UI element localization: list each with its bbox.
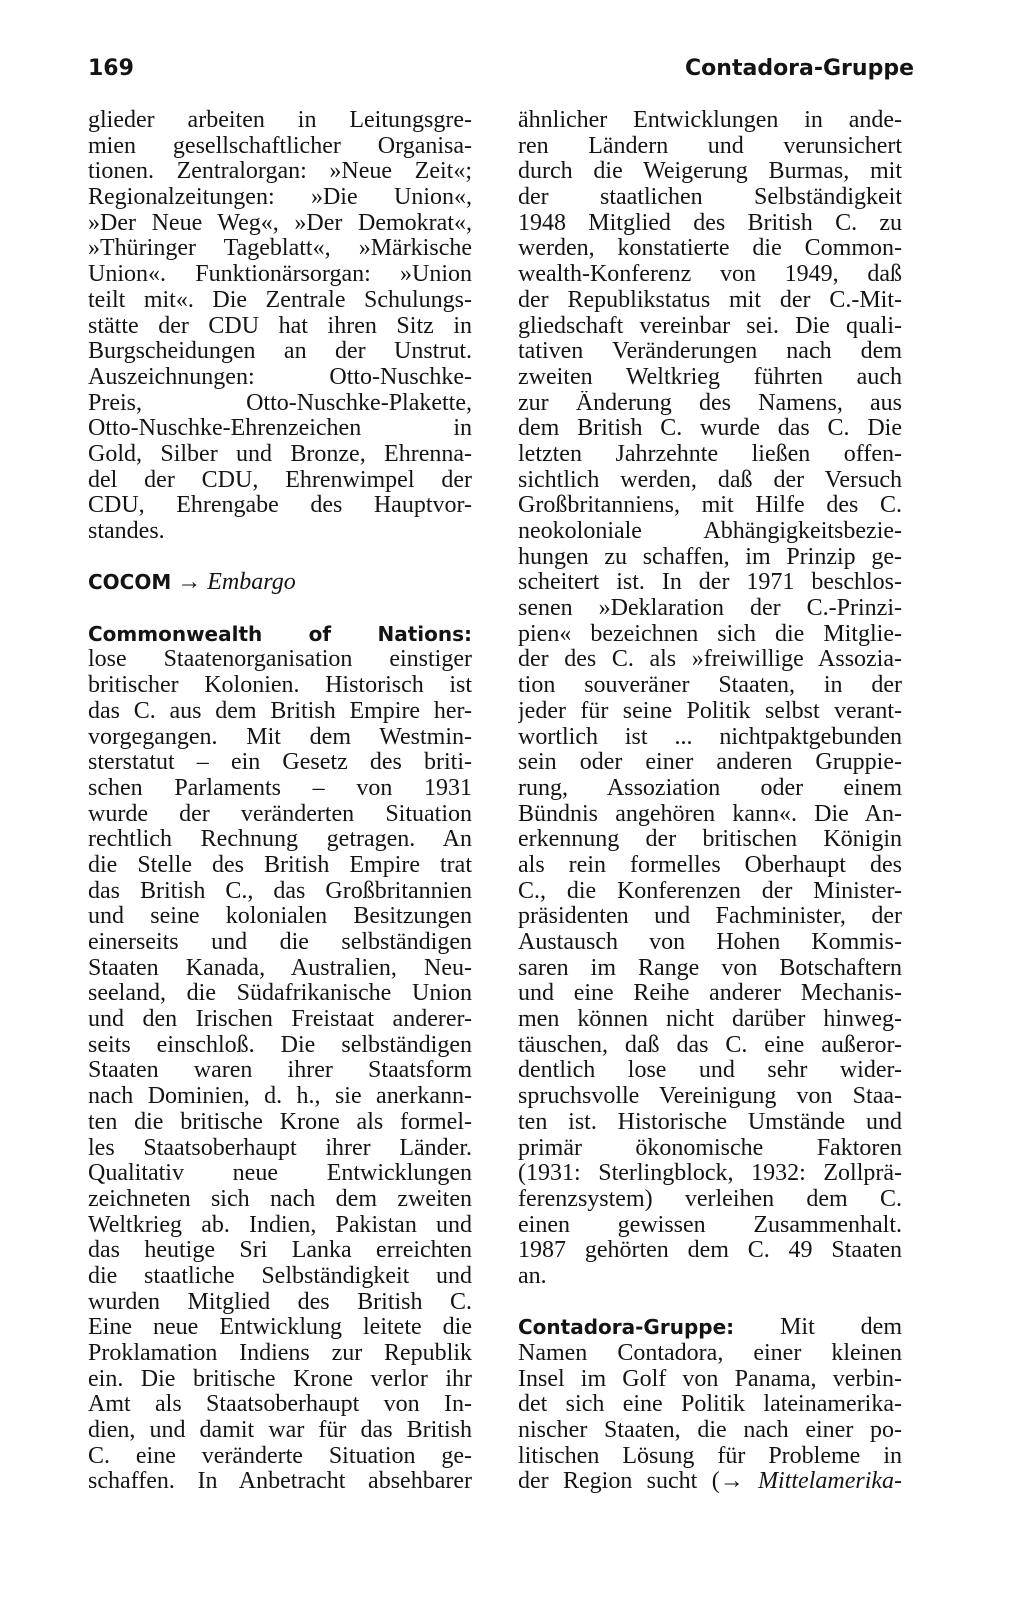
text-line: täuschen, daß das C. eine außeror- xyxy=(518,1032,902,1058)
page-number: 169 xyxy=(88,56,134,81)
text-line: rechtlich Rechnung getragen. An xyxy=(88,827,472,853)
text-line: ten die britische Krone als formel- xyxy=(88,1109,472,1135)
text-line: wealth-Konferenz von 1949, daß xyxy=(518,262,902,288)
text-line: (1931: Sterlingblock, 1932: Zollprä- xyxy=(518,1161,902,1187)
text-line: det sich eine Politik lateinamerika- xyxy=(518,1392,902,1418)
cross-reference-arrow: → xyxy=(719,1469,744,1495)
text-line: sichtlich werden, daß der Versuch xyxy=(518,467,902,493)
text-line: CDU, Ehrengabe des Hauptvor- xyxy=(88,493,472,519)
text-line: Eine neue Entwicklung leitete die xyxy=(88,1315,472,1341)
heading-line-rest: Mit dem xyxy=(734,1315,902,1341)
text-line: Namen Contadora, einer kleinen xyxy=(518,1341,902,1366)
text-line: und seine kolonialen Besitzungen xyxy=(88,904,472,930)
text-line: einerseits und die selbständigen xyxy=(88,930,472,955)
text-line: tion souveräner Staaten, in der xyxy=(518,673,902,699)
entry-term: Commonwealth of Nations: xyxy=(88,621,472,646)
text-line: mien gesellschaftlicher Organisa- xyxy=(88,133,472,159)
text-line: erkennung der britischen Königin xyxy=(518,827,902,853)
text-line: Austausch von Hohen Kommis- xyxy=(518,930,902,955)
text-line: Staaten Kanada, Australien, Neu- xyxy=(88,955,472,981)
text-line: C. eine veränderte Situation ge- xyxy=(88,1443,472,1469)
text-line: einen gewissen Zusammenhalt. xyxy=(518,1212,902,1238)
text-line: ein. Die britische Krone verlor ihr xyxy=(88,1366,472,1392)
text-line: zeichneten sich nach dem zweiten xyxy=(88,1186,472,1212)
right-column xyxy=(518,108,902,1495)
text-line: tionen. Zentralorgan: »Neue Zeit«; xyxy=(88,159,472,185)
cross-reference-link[interactable]: Embargo xyxy=(207,570,296,596)
text-line: zweiten Weltkrieg führten auch xyxy=(518,364,902,390)
text-line: Bündnis angehören kann«. Die An- xyxy=(518,801,902,827)
text-line: tativen Veränderungen nach dem xyxy=(518,339,902,365)
text-line: Proklamation Indiens zur Republik xyxy=(88,1341,472,1366)
text-line: Insel im Golf von Panama, verbin- xyxy=(518,1366,902,1392)
running-title: Contadora-Gruppe xyxy=(685,56,914,81)
text-line: letzten Jahrzehnte ließen offen- xyxy=(518,441,902,467)
text-line: pien« bezeichnen sich die Mitglie- xyxy=(518,621,902,647)
text-line: und den Irischen Freistaat anderer- xyxy=(88,1007,472,1033)
text-line: wortlich ist ... nichtpaktgebunden xyxy=(518,724,902,750)
text-line: durch die Weigerung Burmas, mit xyxy=(518,159,902,185)
text-line: ten ist. Historische Umstände und xyxy=(518,1109,902,1135)
text-line: men können nicht darüber hinweg- xyxy=(518,1007,902,1033)
text-line: werden, konstatierte die Common- xyxy=(518,236,902,262)
cross-reference-arrow: → xyxy=(177,570,202,596)
left-column xyxy=(88,108,472,1495)
text-line: senen »Deklaration der C.-Prinzi- xyxy=(518,596,902,622)
text-line: der des C. als »freiwillige Assozia- xyxy=(518,647,902,673)
text-line: sein oder einer anderen Gruppie- xyxy=(518,750,902,776)
text-line: vorgegangen. Mit dem Westmin- xyxy=(88,724,472,750)
text-line: und eine Reihe anderer Mechanis- xyxy=(518,981,902,1007)
text-line: Qualitativ neue Entwicklungen xyxy=(88,1161,472,1187)
cdu-entry-continuation xyxy=(88,108,472,545)
text-line: nach Dominien, d. h., sie anerkann- xyxy=(88,1084,472,1110)
text-line: schaffen. In Anbetracht absehbarer xyxy=(88,1469,472,1495)
text-line: hungen zu schaffen, im Prinzip ge- xyxy=(518,544,902,570)
text-line: Weltkrieg ab. Indien, Pakistan und xyxy=(88,1212,472,1238)
text-line: Preis, Otto-Nuschke-Plakette, xyxy=(88,390,472,416)
text-line: neokoloniale Abhängigkeitsbezie- xyxy=(518,519,902,544)
cross-reference-link[interactable]: Mittelamerika- xyxy=(758,1469,902,1495)
text-line: Otto-Nuschke-Ehrenzeichen in xyxy=(88,416,472,442)
text-line: seits einschloß. Die selbständigen xyxy=(88,1032,472,1058)
text-line: C., die Konferenzen der Minister- xyxy=(518,878,902,904)
text-line: litischen Lösung für Probleme in xyxy=(518,1443,902,1469)
text-line: lose Staatenorganisation einstiger xyxy=(88,647,472,673)
text-line: standes. xyxy=(88,519,165,544)
text-line: »Der Neue Weg«, »Der Demokrat«, xyxy=(88,210,472,236)
text-line: sterstatut – ein Gesetz des briti- xyxy=(88,750,472,776)
text-line: zur Änderung des Namens, aus xyxy=(518,390,902,416)
text-line: die Stelle des British Empire trat xyxy=(88,852,472,878)
text-line: »Thüringer Tageblatt«, »Märkische xyxy=(88,236,472,262)
text-line: Union«. Funktionärsorgan: »Union xyxy=(88,262,472,288)
text-line: gliedschaft vereinbar sei. Die quali- xyxy=(518,313,902,339)
text-line: primär ökonomische Faktoren xyxy=(518,1135,902,1161)
text-line: Auszeichnungen: Otto-Nuschke- xyxy=(88,364,472,390)
text-line: scheitert ist. In der 1971 beschlos- xyxy=(518,570,902,596)
text-line: präsidenten und Fachminister, der xyxy=(518,904,902,930)
text-line: als rein formelles Oberhaupt des xyxy=(518,852,902,878)
commonwealth-entry xyxy=(88,622,472,1495)
text-line: del der CDU, Ehrenwimpel der xyxy=(88,467,472,493)
text-line: schen Parlaments – von 1931 xyxy=(88,775,472,801)
text-line: das C. aus dem British Empire her- xyxy=(88,698,472,724)
text-line: der staatlichen Selbständigkeit xyxy=(518,185,902,211)
text-line: rung, Assoziation oder einem xyxy=(518,775,902,801)
text-line: die staatliche Selbständigkeit und xyxy=(88,1263,472,1289)
text-line: seeland, die Südafrikanische Union xyxy=(88,981,472,1007)
text-line: saren im Range von Botschaftern xyxy=(518,955,902,981)
text-line: teilt mit«. Die Zentrale Schulungs- xyxy=(88,287,472,313)
text-line: wurde der veränderten Situation xyxy=(88,801,472,827)
entry-term: Contadora-Gruppe: xyxy=(518,1315,735,1340)
cocom-entry xyxy=(88,570,472,596)
text-line: stätte der CDU hat ihren Sitz in xyxy=(88,313,472,339)
text-line: Regionalzeitungen: »Die Union«, xyxy=(88,185,472,211)
text-line: dentlich lose und sehr wider- xyxy=(518,1058,902,1084)
text-line: wurden Mitglied des British C. xyxy=(88,1289,472,1315)
text-line: dem British C. wurde das C. Die xyxy=(518,416,902,442)
entry-heading-line xyxy=(88,622,472,648)
text-line: Amt als Staatsoberhaupt von In- xyxy=(88,1392,472,1418)
line-text: der Region sucht ( xyxy=(518,1469,720,1495)
text-line: Großbritanniens, mit Hilfe des C. xyxy=(518,493,902,519)
text-line: das British C., das Großbritannien xyxy=(88,878,472,904)
text-line: Staaten waren ihrer Staatsform xyxy=(88,1058,472,1084)
text-line: glieder arbeiten in Leitungsgre- xyxy=(88,108,472,133)
text-line: 1987 gehörten dem C. 49 Staaten xyxy=(518,1238,902,1264)
text-line: les Staatsoberhaupt ihrer Länder. xyxy=(88,1135,472,1161)
commonwealth-entry-continuation xyxy=(518,108,902,1290)
contadora-entry xyxy=(518,1315,902,1495)
entry-heading-line xyxy=(518,1315,902,1341)
text-line: das heutige Sri Lanka erreichten xyxy=(88,1238,472,1264)
text-line: Burgscheidungen an der Unstrut. xyxy=(88,339,472,365)
text-line: ferenzsystem) verleihen dem C. xyxy=(518,1186,902,1212)
text-line: spruchsvolle Vereinigung von Staa- xyxy=(518,1084,902,1110)
entry-term: COCOM xyxy=(88,570,172,595)
text-line: an. xyxy=(518,1263,547,1289)
text-line: der Republikstatus mit der C.-Mit- xyxy=(518,287,902,313)
text-line: britischer Kolonien. Historisch ist xyxy=(88,673,472,699)
text-line: Gold, Silber und Bronze, Ehrenna- xyxy=(88,441,472,467)
text-line: 1948 Mitglied des British C. zu xyxy=(518,210,902,236)
text-line xyxy=(518,1469,902,1495)
text-line: dien, und damit war für das British xyxy=(88,1418,472,1444)
text-line: nischer Staaten, die nach einer po- xyxy=(518,1418,902,1444)
text-line: ren Ländern und verunsichert xyxy=(518,133,902,159)
text-line: ähnlicher Entwicklungen in ande- xyxy=(518,108,902,133)
text-line: jeder für seine Politik selbst verant- xyxy=(518,698,902,724)
